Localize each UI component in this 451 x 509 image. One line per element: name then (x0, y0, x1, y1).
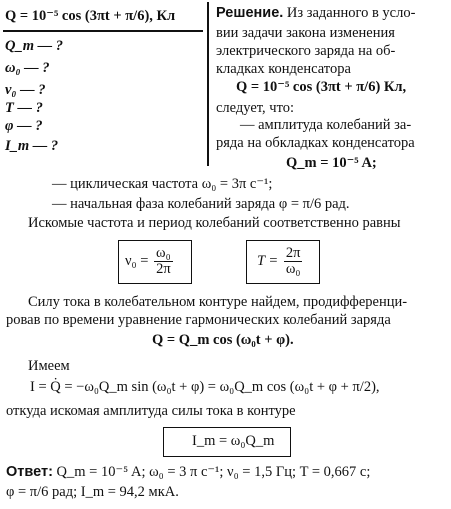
unknown-item: ω₀ — ? (5, 60, 50, 76)
vertical-divider (207, 2, 209, 166)
whence-text: откуда искомая амплитуда силы тока в контуре (6, 403, 296, 419)
unknown-item: Q_m — ? (5, 38, 63, 54)
period-formula-box (246, 240, 320, 284)
cyclic-frequency-text: — циклическая частота ω₀ = 3π с⁻¹; (52, 176, 273, 192)
frequency-denominator: 2π (156, 261, 171, 277)
answer-line (6, 464, 370, 481)
amplitude-text: — амплитуда колебаний за- (240, 117, 412, 133)
current-amplitude-equation: I_m = ω₀Q_m (192, 433, 275, 449)
frequency-lhs: ν₀ = (125, 252, 149, 269)
given-equation: Q = 10⁻⁵ cos (3πt + π/6), Кл (5, 8, 176, 24)
amplitude-text: ряда на обкладках конденсатора (216, 135, 415, 151)
unknown-item: φ — ? (5, 118, 43, 134)
unknown-item: ν₀ — ? (5, 82, 46, 98)
current-derivation-equation: I = Q̇ = −ω₀Q_m sin (ω₀t + φ) = ω₀Q_m cos (ω₀t + φ + π/2), (30, 379, 380, 395)
solution-intro-line: вии задачи закона изменения (216, 25, 395, 41)
answer-values: Q_m = 10⁻⁵ A; ω₀ = 3 π с⁻¹; ν₀ = 1,5 Гц; T = 0,667 с; (56, 464, 371, 480)
current-paragraph: ровав по времени уравнение гармонических колебаний заряда (6, 312, 391, 328)
solution-intro-line: кладках конденсатора (216, 61, 351, 77)
unknown-item: T — ? (5, 100, 43, 116)
frequency-numerator: ω₀ (156, 245, 171, 261)
period-lhs: T = (257, 252, 279, 269)
initial-phase-text: — начальная фаза колебаний заряда φ = π/6 рад. (52, 196, 350, 212)
charge-oscillation-equation: Q = Q_m cos (ω₀t + φ). (152, 332, 294, 348)
follows-text: следует, что: (216, 100, 295, 116)
current-paragraph: Силу тока в колебательном контуре найдем, продифференци- (28, 294, 408, 310)
have-text: Имеем (28, 358, 70, 374)
current-amplitude-box (163, 427, 291, 457)
solution-intro-text: Из заданного в усло- (286, 5, 416, 21)
answer-label: Ответ: (6, 464, 53, 480)
period-fraction (284, 246, 303, 277)
frequency-formula-box (118, 240, 192, 284)
frequency-fraction (154, 246, 173, 277)
unknown-item: I_m — ? (5, 138, 59, 154)
period-numerator: 2π (285, 245, 301, 261)
solution-heading: Решение. (216, 5, 284, 21)
period-denominator: ω₀ (285, 261, 301, 277)
solution-intro-line (216, 5, 415, 22)
amplitude-equation: Q_m = 10⁻⁵ A; (286, 155, 377, 171)
answer-line: φ = π/6 рад; I_m = 94,2 мкА. (6, 484, 179, 500)
sought-text: Искомые частота и период колебаний соответственно равны (28, 215, 401, 231)
given-divider (3, 30, 203, 32)
solution-intro-line: электрического заряда на об- (216, 43, 396, 59)
charge-law: Q = 10⁻⁵ cos (3πt + π/6) Кл, (236, 79, 407, 95)
